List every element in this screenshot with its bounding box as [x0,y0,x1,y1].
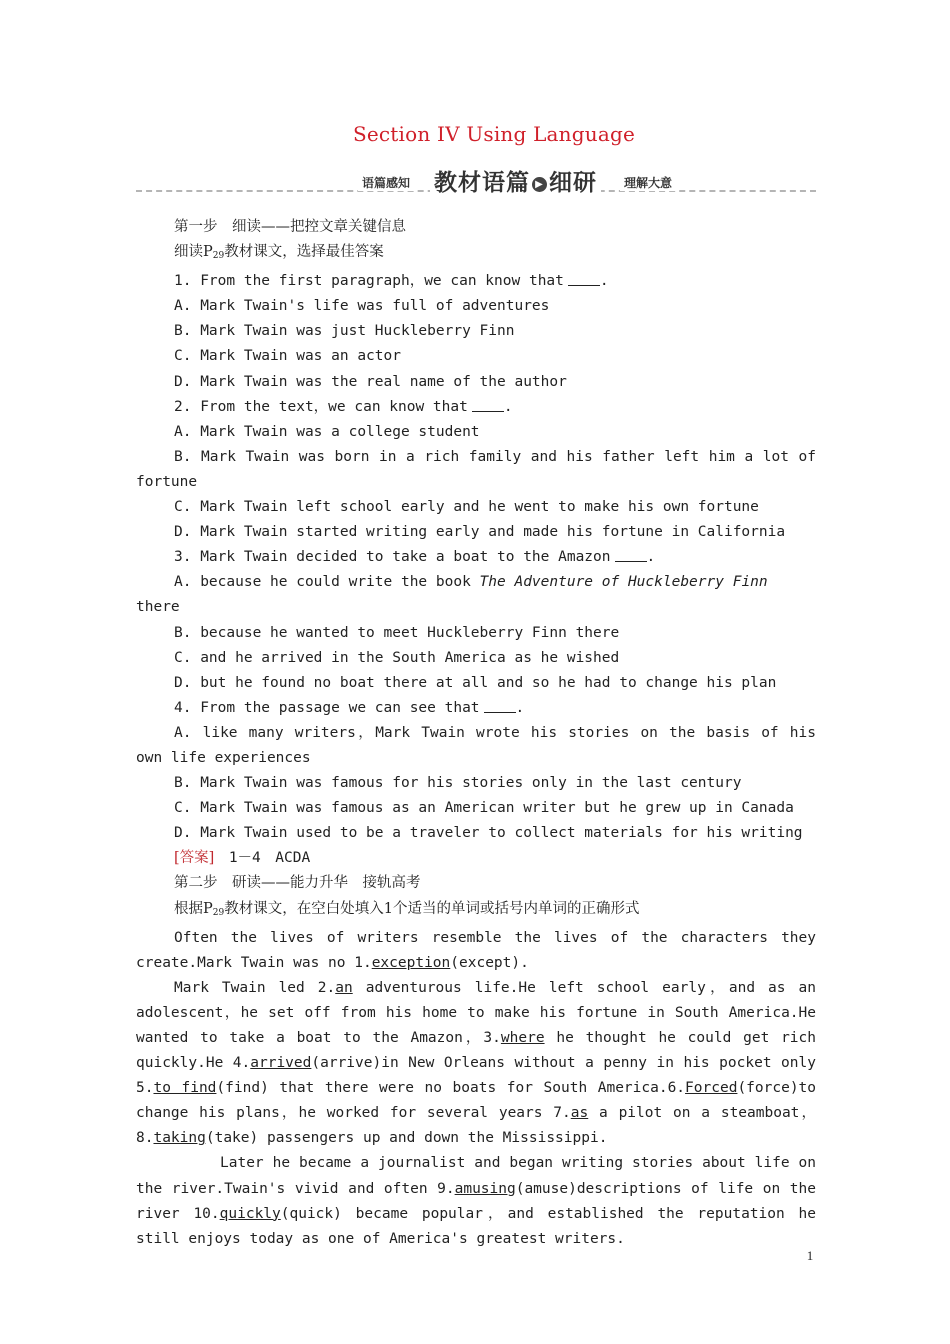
answer-blank [472,397,504,412]
fill-answer: amusing [454,1180,516,1197]
q2-option-a: A. Mark Twain was a college student [174,423,480,440]
banner-main-b: 细研 [549,170,597,196]
q3-option-c: C. and he arrived in the South America as he wished [174,649,620,666]
section-title: Section IV Using Language [352,122,636,146]
fill-answer: exception [371,954,451,971]
q4-option-b: B. Mark Twain was famous for his stories only in the last century [174,775,742,792]
step2-heading: 第二步 研读——能力升华 接轨高考 [174,875,421,892]
answer-tag: [答案] [174,850,215,867]
fill-answer: where [500,1030,545,1046]
banner-main-label [430,164,601,197]
q2-option-b: B. Mark Twain was born in a rich family and his father left him a lot of fortune [136,448,816,490]
question-2-stem: 2. From the text，we can know that . [174,398,513,415]
banner-right-label: 理解大意 [620,174,676,191]
q1-option-b: B. Mark Twain was just Huckleberry Finn [174,323,515,340]
arrow-circle-icon: ▶ [532,177,547,192]
fill-answer: an [335,979,353,996]
fill-answer: quickly [219,1205,281,1222]
passage-paragraph-1: Often the lives of writers resemble the lives of the characters they create.Mark Twain was no 1.exception(except). [136,929,816,971]
q3-option-a: A. because he could write the book The Adventure of Huckleberry Finn there [136,574,768,616]
page-number: 1 [806,1248,814,1263]
question-4-stem: 4. From the passage we can see that . [174,699,525,716]
document-body [136,215,816,1252]
fill-answer: arrived [250,1055,312,1072]
step2-instruction: 根据$P_{29}$教材课文，在空白处填入1个适当的单词或括号内单词的正确形式 [174,900,640,918]
answer-blank [484,698,516,713]
q1-option-a: A. Mark Twain's life was full of adventures [174,298,550,315]
answer-blank [568,271,600,286]
fill-answer: to find [153,1080,217,1097]
fill-answer: as [570,1105,589,1122]
passage-paragraph-2: Mark Twain led 2.an adventurous life.He left school early，and as an adolescent，he set off from his home to make his fortune in South America.He wanted to take a boat to the Amazon，3.where he thought he could get rich quickly.He 4.arrived(arrive)in New Orleans without a penny in his pocket only 5.to find(find) that there were no boats for South America.6.Forced(force)to change his plans，he worked for several years 7.as a pilot on a steamboat，8.taking(take) passengers up and down the Mississippi. [136,979,817,1147]
q2-option-d: D. Mark Twain started writing early and made his fortune in California [174,524,786,541]
fill-answer: taking [153,1130,206,1147]
q4-option-a: A. like many writers，Mark Twain wrote his stories on the basis of his own life experiences [136,724,816,766]
step1-instruction: 细读$P_{29}$教材课文，选择最佳答案 [174,244,384,262]
q3-option-b: B. because he wanted to meet Huckleberry Finn there [174,624,620,641]
q4-option-d: D. Mark Twain used to be a traveler to collect materials for his writing [174,825,803,842]
question-3-stem: 3. Mark Twain decided to take a boat to the Amazon . [174,549,656,566]
banner-left-label: 语篇感知 [358,174,414,191]
step1-heading: 第一步 细读——把控文章关键信息 [174,219,406,235]
passage-paragraph-3: Later he became a journalist and began writing stories about life on the river.Twain's vivid and often 9.amusing(amuse)descriptions of life on the river 10.quickly(quick) became popular，and established the reputation he still enjoys today as one of America's greatest writers. [136,1155,816,1247]
answer-line: [答案] 1－4 ACDA [174,850,311,867]
question-1-stem: 1. From the first paragraph，we can know that . [174,273,609,290]
q1-option-d: D. Mark Twain was the real name of the author [174,373,567,390]
q3-option-d: D. but he found no boat there at all and so he had to change his plan [174,674,777,691]
answer-blank [615,547,647,562]
section-banner [136,164,816,196]
q1-option-c: C. Mark Twain was an actor [174,348,401,365]
book-title: The Adventure of Huckleberry Finn [479,574,768,591]
q2-option-c: C. Mark Twain left school early and he went to make his own fortune [174,499,759,516]
banner-main-a: 教材语篇 [434,170,530,196]
q4-option-c: C. Mark Twain was famous as an American writer but he grew up in Canada [174,800,794,817]
fill-answer: Forced [685,1080,738,1097]
